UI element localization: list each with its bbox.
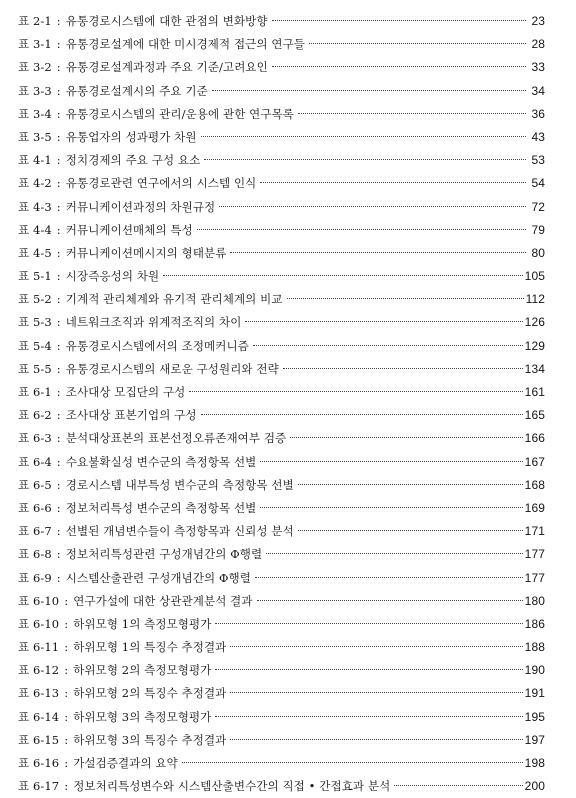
table-title: 가설검증결과의 요약 [73,756,178,770]
table-title: 유통경로시스템의 새로운 구성원리와 전략 [65,361,279,376]
colon-separator: : [56,153,61,168]
table-number: 표 6-1 [18,385,52,399]
table-title: 유통경로시스템의 관리/운용에 관한 연구목록 [65,106,294,121]
table-number: 표 5-1 [18,269,52,284]
toc-entry[interactable] [18,242,545,265]
toc-entry[interactable] [18,149,545,172]
dot-leader [253,345,523,346]
colon-separator: : [56,129,61,144]
dot-leader [230,646,522,647]
table-number: 표 6-15 [18,732,60,747]
colon-separator: : [56,199,61,214]
table-number: 표 6-10 [18,616,60,631]
dot-leader [230,692,522,693]
table-title: 연구가설에 대한 상관관계분석 결과 [73,593,253,608]
table-title: 유통경로설계에 대한 미시경제적 접근의 연구들 [65,37,305,52]
dot-leader [283,368,523,369]
page-number: 54 [531,176,545,191]
table-number: 표 5-4 [18,338,52,353]
table-number: 표 3-5 [18,129,52,144]
page-number: 33 [531,60,545,75]
table-of-contents-list [18,10,545,798]
page-number: 53 [531,153,545,168]
table-title: 시장즉응성의 차원 [65,269,160,284]
dot-leader [230,252,526,253]
toc-entry[interactable] [18,288,545,311]
dot-leader [201,414,523,415]
table-title: 커뮤니케이션매체의 특성 [65,222,193,237]
table-number: 표 3-1 [18,37,52,52]
toc-entry[interactable] [18,33,545,56]
toc-entry[interactable] [18,636,545,659]
toc-entry[interactable] [18,427,545,450]
table-number: 표 3-3 [18,83,52,98]
table-number: 표 6-6 [18,500,52,515]
table-title: 조사대상 모집단의 구성 [65,385,186,399]
page-number: 43 [531,129,545,144]
table-title: 시스템산출관련 구성개념간의 Φ행렬 [65,570,251,585]
toc-entry[interactable] [18,311,545,334]
toc-entry[interactable] [18,567,545,590]
table-title: 하위모형 1의 특징수 추정결과 [73,640,227,655]
page-number: 197 [524,732,545,747]
colon-separator: : [56,14,61,28]
dot-leader [215,716,522,717]
colon-separator: : [56,338,61,353]
dot-leader [290,437,522,438]
table-title: 정보처리특성관련 구성개념간의 Φ행렬 [65,547,263,562]
toc-entry[interactable] [18,265,545,288]
table-number: 표 6-12 [18,663,60,678]
colon-separator: : [56,361,61,376]
dot-leader [260,461,522,462]
toc-entry[interactable] [18,474,545,497]
table-number: 표 4-3 [18,199,52,214]
dot-leader [272,66,526,67]
toc-entry[interactable] [18,103,545,126]
table-number: 표 6-16 [18,756,60,770]
table-number: 표 6-13 [18,686,60,701]
dot-leader [298,113,526,114]
dot-leader [230,739,522,740]
colon-separator: : [64,732,69,747]
toc-entry[interactable] [18,543,545,566]
table-title: 조사대상 표본기업의 구성 [65,408,197,423]
page-number: 190 [524,663,545,678]
page-number: 188 [524,640,545,655]
table-number: 표 6-14 [18,709,60,724]
colon-separator: : [56,570,61,585]
toc-entry[interactable] [18,706,545,729]
page-number: 105 [524,269,545,284]
dot-leader [204,159,526,160]
table-number: 표 6-3 [18,431,52,446]
colon-separator: : [56,292,61,307]
page-number: 36 [531,106,545,121]
dot-leader [394,785,522,786]
colon-separator: : [64,686,69,701]
colon-separator: : [56,454,61,469]
toc-entry[interactable] [18,10,545,33]
toc-entry[interactable] [18,775,545,798]
colon-separator: : [56,269,61,284]
page-number: 28 [531,37,545,52]
colon-separator: : [56,547,61,562]
page-number: 126 [524,315,545,330]
table-number: 표 6-17 [18,779,60,794]
colon-separator: : [56,385,61,399]
dot-leader [201,136,526,137]
table-number: 표 4-2 [18,176,52,191]
table-number: 표 5-2 [18,292,52,307]
dot-leader [255,577,523,578]
toc-entry[interactable] [18,335,545,358]
toc-entry[interactable] [18,80,545,103]
colon-separator: : [64,709,69,724]
table-number: 표 6-2 [18,408,52,423]
dot-leader [197,229,526,230]
table-number: 표 2-1 [18,14,52,28]
colon-separator: : [56,408,61,423]
page-number: 195 [524,709,545,724]
table-title: 선별된 개념변수들이 측정항목과 신뢰성 분석 [65,524,294,539]
dot-leader [182,762,523,763]
table-title: 커뮤니케이션메시지의 형태분류 [65,245,227,260]
colon-separator: : [64,779,69,794]
dot-leader [163,275,522,276]
toc-entry[interactable] [18,451,545,474]
table-number: 표 3-4 [18,106,52,121]
colon-separator: : [56,245,61,260]
dot-leader [272,20,526,21]
page-number: 34 [531,83,545,98]
page-number: 112 [525,292,545,307]
toc-entry[interactable] [18,172,545,195]
toc-entry[interactable] [18,590,545,613]
colon-separator: : [56,477,61,492]
table-number: 표 3-2 [18,60,52,75]
table-title: 하위모형 3의 특징수 추정결과 [73,732,227,747]
table-title: 정보처리특성 변수군의 측정항목 선별 [65,500,257,515]
table-title: 하위모형 3의 측정모형평가 [73,709,212,724]
colon-separator: : [56,106,61,121]
dot-leader [260,507,522,508]
table-title: 기계적 관리체계와 유기적 관리체계의 비교 [65,292,283,307]
page-number: 180 [524,593,545,608]
table-title: 정치경제의 주요 구성 요소 [65,153,201,168]
page-number: 171 [524,524,545,539]
toc-entry[interactable] [18,497,545,520]
table-title: 유통경로시스템에 대한 관점의 변화방향 [65,14,268,28]
table-title: 수요불확실성 변수군의 측정항목 선별 [65,454,257,469]
table-title: 분석대상표본의 표본선정오류존재여부 검증 [65,431,287,446]
page-number: 161 [524,385,545,399]
colon-separator: : [56,524,61,539]
toc-entry[interactable] [18,56,545,79]
table-title: 유통경로관련 연구에서의 시스템 인식 [65,176,257,191]
page-number: 167 [524,454,545,469]
colon-separator: : [56,431,61,446]
toc-entry[interactable] [18,126,545,149]
dot-leader [215,623,522,624]
page-number: 200 [524,779,545,794]
page-number: 177 [524,570,545,585]
dot-leader [189,391,522,392]
toc-entry[interactable] [18,613,545,636]
toc-entry[interactable] [18,381,545,404]
colon-separator: : [56,500,61,515]
dot-leader [212,90,526,91]
table-title: 유통경로시스템에서의 조정메커니즘 [65,338,249,353]
table-title: 유통경로설계과정과 주요 기준/고려요인 [65,60,268,75]
dot-leader [257,600,523,601]
dot-leader [298,530,523,531]
page-number: 169 [524,500,545,515]
page-number: 186 [524,616,545,631]
colon-separator: : [64,756,69,770]
table-title: 하위모형 2의 특징수 추정결과 [73,686,227,701]
table-number: 표 6-11 [18,640,60,655]
colon-separator: : [64,640,69,655]
table-title: 하위모형 1의 측정모형평가 [73,616,212,631]
page-number: 129 [524,338,545,353]
table-number: 표 5-5 [18,361,52,376]
dot-leader [219,206,526,207]
dot-leader [215,669,522,670]
colon-separator: : [56,60,61,75]
toc-entry[interactable] [18,358,545,381]
dot-leader [260,182,526,183]
table-title: 하위모형 2의 측정모형평가 [73,663,212,678]
dot-leader [245,321,522,322]
dot-leader [287,298,524,299]
page-number: 177 [524,547,545,562]
page-number: 23 [531,14,545,28]
toc-entry[interactable] [18,682,545,705]
toc-entry[interactable] [18,520,545,543]
table-number: 표 6-8 [18,547,52,562]
table-number: 표 4-4 [18,222,52,237]
toc-entry[interactable] [18,196,545,219]
toc-entry[interactable] [18,404,545,427]
colon-separator: : [64,616,69,631]
colon-separator: : [64,593,69,608]
toc-entry[interactable] [18,659,545,682]
page-number: 168 [524,477,545,492]
table-title: 유통업자의 성과평가 차원 [65,129,197,144]
table-number: 표 4-1 [18,153,52,168]
table-title: 유통경로설계시의 주요 기준 [65,83,208,98]
table-number: 표 6-10 [18,593,60,608]
dot-leader [298,484,523,485]
table-number: 표 6-4 [18,454,52,469]
table-title: 경로시스템 내부특성 변수군의 측정항목 선별 [65,477,294,492]
table-number: 표 5-3 [18,315,52,330]
table-title: 커뮤니케이션과정의 차원규정 [65,199,216,214]
colon-separator: : [56,37,61,52]
toc-entry[interactable] [18,752,545,775]
page-number: 80 [531,245,545,260]
table-number: 표 6-7 [18,524,52,539]
colon-separator: : [56,222,61,237]
dot-leader [309,43,526,44]
colon-separator: : [56,83,61,98]
dot-leader [266,553,523,554]
colon-separator: : [56,176,61,191]
table-number: 표 6-9 [18,570,52,585]
toc-entry[interactable] [18,729,545,752]
page-number: 72 [531,199,545,214]
page-number: 165 [524,408,545,423]
page-number: 79 [531,222,545,237]
page-number: 166 [524,431,545,446]
colon-separator: : [56,315,61,330]
colon-separator: : [64,663,69,678]
table-title: 네트워크조직과 위계적조직의 차이 [65,315,242,330]
page-number: 198 [524,756,545,770]
page-number: 191 [524,686,545,701]
page-number: 134 [524,361,545,376]
table-title: 정보처리특성변수와 시스템산출변수간의 직접 • 간접효과 분석 [73,779,391,794]
table-number: 표 6-5 [18,477,52,492]
toc-entry[interactable] [18,219,545,242]
table-number: 표 4-5 [18,245,52,260]
